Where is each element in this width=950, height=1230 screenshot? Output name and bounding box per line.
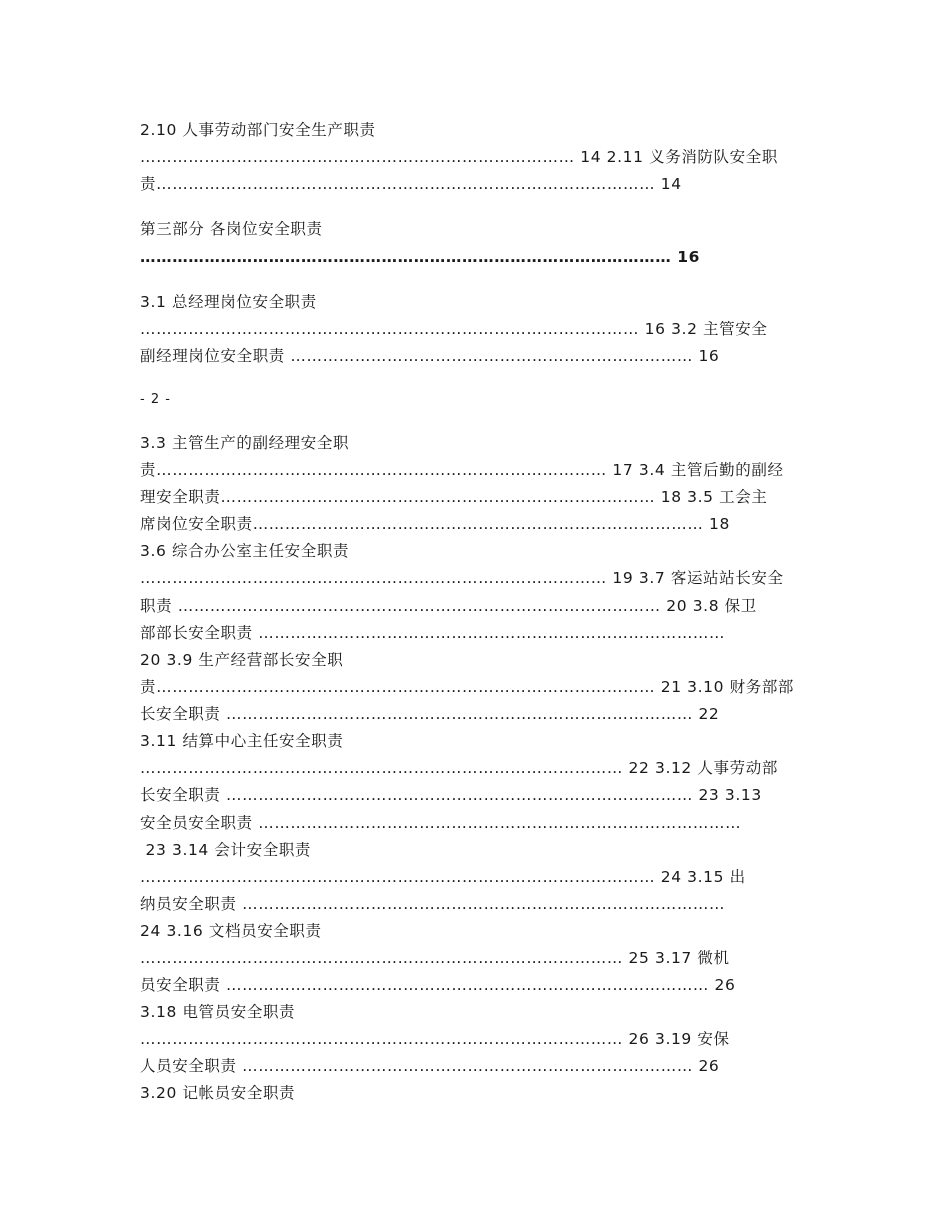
toc-line: …………………………………………………………………………… 19 3.7 客运站站长安全 xyxy=(140,569,784,587)
toc-line: 3.1 总经理岗位安全职责 xyxy=(140,293,317,311)
toc-line: 职责 ……………………………………………………………………………… 20 3.8 保卫 xyxy=(140,597,757,615)
toc-line: 24 3.16 文档员安全职责 xyxy=(140,922,322,940)
section-heading-leader: ……………………………………………………………………………………… 16 xyxy=(140,248,701,266)
toc-line: 安全员安全职责 ……………………………………………………………………………… xyxy=(140,814,742,832)
toc-line: 员安全职责 ……………………………………………………………………………… 26 xyxy=(140,976,736,994)
toc-line: 23 3.14 会计安全职责 xyxy=(140,841,312,859)
toc-line: 人员安全职责 ………………………………………………………………………… 26 xyxy=(140,1057,720,1075)
toc-line: ……………………………………………………………………… 14 2.11 义务消防队安全职 xyxy=(140,148,778,166)
toc-line: 部部长安全职责 …………………………………………………………………………… xyxy=(140,624,726,642)
toc-line: 长安全职责 …………………………………………………………………………… 23 3.13 xyxy=(140,786,762,804)
toc-line: 席岗位安全职责………………………………………………………………………… 18 xyxy=(140,515,730,533)
toc-line: 3.18 电管员安全职责 xyxy=(140,1003,296,1021)
toc-line: 纳员安全职责 ……………………………………………………………………………… xyxy=(140,895,726,913)
toc-line: 3.6 综合办公室主任安全职责 xyxy=(140,542,350,560)
toc-line: 3.3 主管生产的副经理安全职 xyxy=(140,434,350,452)
toc-line: 2.10 人事劳动部门安全生产职责 xyxy=(140,121,376,139)
toc-line: 3.20 记帐员安全职责 xyxy=(140,1084,296,1102)
toc-line: 3.11 结算中心主任安全职责 xyxy=(140,732,344,750)
toc-line: ……………………………………………………………………………… 25 3.17 微机 xyxy=(140,949,730,967)
toc-line: 责………………………………………………………………………… 17 3.4 主管后勤的副经 xyxy=(140,461,784,479)
toc-line: 理安全职责……………………………………………………………………… 18 3.5 工会主 xyxy=(140,488,768,506)
toc-line: ……………………………………………………………………………… 26 3.19 安保 xyxy=(140,1030,730,1048)
page-number: - 2 - xyxy=(140,392,171,407)
toc-line: 20 3.9 生产经营部长安全职 xyxy=(140,651,344,669)
toc-line: 责………………………………………………………………………………… 21 3.10 财务部部 xyxy=(140,678,795,696)
toc-line: 责………………………………………………………………………………… 14 xyxy=(140,175,682,193)
toc-line: 长安全职责 …………………………………………………………………………… 22 xyxy=(140,705,720,723)
toc-line: …………………………………………………………………………………… 24 3.15 出 xyxy=(140,868,746,886)
toc-line: ……………………………………………………………………………… 22 3.12 人事劳动部 xyxy=(140,759,778,777)
toc-line: ………………………………………………………………………………… 16 3.2 主管安全 xyxy=(140,320,768,338)
toc-line: 副经理岗位安全职责 ………………………………………………………………… 16 xyxy=(140,347,720,365)
section-heading: 第三部分 各岗位安全职责 xyxy=(140,220,323,238)
